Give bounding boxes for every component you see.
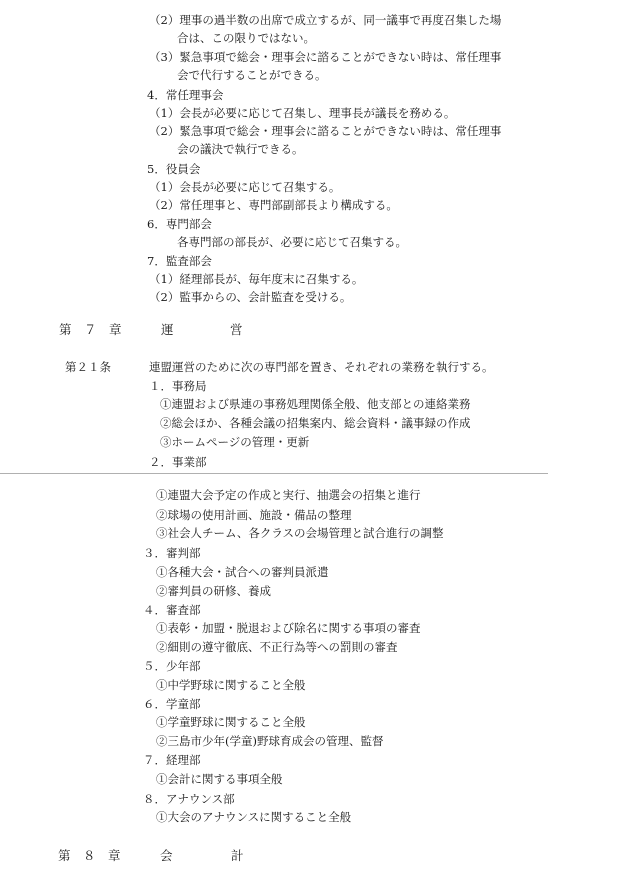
list-item: ②細則の遵守徹底、不正行為等への罰則の審査	[156, 640, 398, 654]
section-heading: 5．役員会	[147, 162, 201, 176]
paragraph-line: （2）緊急事項で総会・理事会に諮ることができない時は、常任理事	[149, 124, 502, 138]
paragraph-line: （3）緊急事項で総会・理事会に諮ることができない時は、常任理事	[149, 50, 502, 64]
section-heading: ８．アナウンス部	[143, 792, 235, 806]
list-item: ①連盟大会予定の作成と実行、抽選会の招集と進行	[156, 488, 421, 502]
chapter-title-char: 運	[161, 322, 174, 337]
list-item: ③社会人チーム、各クラスの会場管理と試合進行の調整	[156, 526, 444, 540]
list-item: ①学童野球に関すること全般	[156, 715, 306, 729]
chapter-number: 第 ８ 章	[58, 848, 121, 863]
section-heading: 7．監査部会	[147, 254, 212, 268]
paragraph-line: （1）会長が必要に応じて召集し、理事長が議長を務める。	[149, 106, 456, 120]
list-item: ②総会ほか、各種会議の招集案内、総会資料・議事録の作成	[160, 416, 471, 430]
paragraph-line: （1）会長が必要に応じて召集する。	[149, 180, 341, 194]
list-item: ②三島市少年(学童)野球育成会の管理、監督	[156, 734, 384, 748]
paragraph-line: （2）理事の過半数の出席で成立するが、同一議事で再度召集した場	[149, 13, 502, 27]
list-item: ①大会のアナウンスに関すること全般	[156, 810, 352, 824]
list-item: ③ホームページの管理・更新	[160, 435, 310, 449]
section-heading: ２．事業部	[149, 455, 207, 469]
list-item: ①表彰・加盟・脱退および除名に関する事項の審査	[156, 621, 421, 635]
list-item: ①会計に関する事項全般	[156, 772, 283, 786]
list-item: ②球場の使用計画、施設・備品の整理	[156, 508, 352, 522]
list-item: ②審判員の研修、養成	[156, 584, 271, 598]
section-heading: ６．学童部	[143, 697, 201, 711]
article-text: 連盟運営のために次の専門部を置き、それぞれの業務を執行する。	[149, 360, 494, 374]
list-item: ①連盟および県連の事務処理関係全般、他支部との連絡業務	[160, 397, 471, 411]
chapter-title-char: 営	[230, 322, 243, 337]
section-heading: ７．経理部	[143, 753, 201, 767]
chapter-number: 第 ７ 章	[59, 322, 122, 337]
list-item: ①中学野球に関すること全般	[156, 678, 306, 692]
page-divider	[0, 473, 548, 474]
paragraph-line: 会の議決で執行できる。	[177, 142, 304, 156]
paragraph-line: 会で代行することができる。	[177, 68, 327, 82]
chapter-title-char: 計	[231, 848, 244, 863]
article-label: 第２１条	[65, 360, 111, 374]
paragraph-line: 各専門部の部長が、必要に応じて召集する。	[177, 235, 407, 249]
paragraph-line: （1）経理部長が、毎年度末に召集する。	[149, 272, 364, 286]
section-heading: 4．常任理事会	[147, 88, 224, 102]
list-item: ①各種大会・試合への審判員派遣	[156, 565, 329, 579]
paragraph-line: 合は、この限りではない。	[177, 31, 315, 45]
section-heading: １．事務局	[149, 379, 207, 393]
section-heading: ３．審判部	[143, 546, 201, 560]
chapter-title-char: 会	[160, 848, 173, 863]
section-heading: 6．専門部会	[147, 217, 212, 231]
section-heading: ４．審査部	[143, 603, 201, 617]
section-heading: ５．少年部	[143, 659, 201, 673]
paragraph-line: （2）監事からの、会計監査を受ける。	[149, 290, 352, 304]
paragraph-line: （2）常任理事と、専門部副部長より構成する。	[149, 198, 398, 212]
